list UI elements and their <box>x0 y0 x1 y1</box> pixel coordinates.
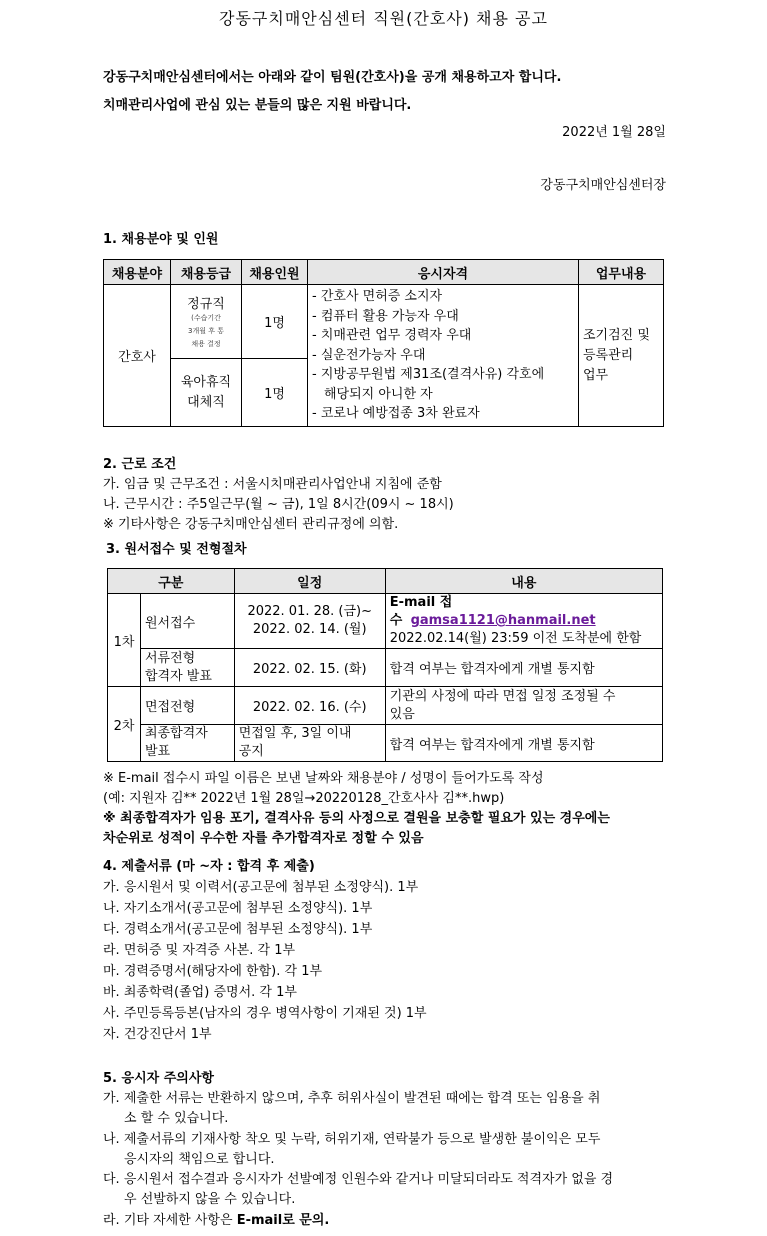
qual-6: 해당되지 아니한 자 <box>324 386 433 402</box>
caution-3-line-2: 우 선발하지 않을 수 있습니다. <box>124 1192 296 1207</box>
screening-date-cell: 2022. 02. 15. (화) <box>234 649 385 687</box>
final-cell <box>141 725 235 762</box>
page-title: 강동구치매안심센터 직원(간호사) 채용 공고 <box>219 9 548 28</box>
qual-1: - 간호사 면허증 소지자 <box>312 289 443 305</box>
header-category: 구분 <box>108 569 235 594</box>
field-cell: 간호사 <box>104 285 171 427</box>
grade2-line-1: 육아휴직 <box>180 374 232 390</box>
doc-item-1: 가. 응시원서 및 이력서(공고문에 첨부된 소정양식). 1부 <box>103 880 419 895</box>
section5-heading: 5. 응시자 주의사항 <box>103 1071 214 1086</box>
caution-1-line-2: 소 할 수 있습니다. <box>124 1111 229 1126</box>
duty-1: 조기검진 및 <box>583 327 650 343</box>
screening-content-cell: 합격 여부는 합격자에게 개별 통지함 <box>385 649 662 687</box>
application-date-cell <box>234 594 385 649</box>
notice-date: 2022년 1월 28일 <box>562 125 666 140</box>
section1-heading: 1. 채용분야 및 인원 <box>103 232 219 247</box>
doc-item-7: 사. 주민등록등본(남자의 경우 병역사항이 기재된 것) 1부 <box>103 1006 427 1021</box>
caution-3-line-1: 다. 응시원서 접수결과 응시자가 선발예정 인원수와 같거나 미달되더라도 적격자가 없을 경 <box>103 1172 614 1187</box>
screening-cell <box>141 649 235 687</box>
qual-5: - 지방공무원법 제31조(결격사유) 각호에 <box>312 367 545 383</box>
email-note: ※ E-mail 접수시 파일 이름은 보낸 날짜와 채용분야 / 성명이 들어가도록 작성 <box>103 771 544 786</box>
doc-item-2: 나. 자기소개서(공고문에 첨부된 소정양식). 1부 <box>103 901 373 916</box>
application-date-end: 2022. 02. 14. (월) <box>252 622 367 637</box>
doc-item-4: 라. 면허증 및 자격증 사본. 각 1부 <box>103 943 296 958</box>
email-link[interactable]: gamsa1121@hanmail.net <box>410 613 596 628</box>
section2-line-2: 나. 근무시간 : 주5일근무(월 ~ 금), 1일 8시간(09시 ~ 18시) <box>103 497 454 512</box>
qual-4: - 실운전가능자 우대 <box>312 347 426 363</box>
caution-4-email: E-mail로 문의. <box>236 1213 330 1228</box>
application-date-start: 2022. 01. 28. (금)~ <box>247 604 373 619</box>
filename-example: (예: 지원자 김** 2022년 1월 28일→20220128_간호사사 김**.hwp) <box>103 791 505 806</box>
caution-2-line-1: 나. 제출서류의 기재사항 착오 및 누락, 허위기재, 연락불가 등으로 발생한 불이익은 모두 <box>103 1132 601 1147</box>
doc-item-5: 마. 경력증명서(해당자에 한함). 각 1부 <box>103 964 323 979</box>
section2-line-1: 가. 임금 및 근무조건 : 서울시치매관리사업안내 지침에 준함 <box>103 477 442 492</box>
caution-4 <box>103 1209 329 1228</box>
header-field: 채용분야 <box>104 260 171 285</box>
bold-note-line-2: 차순위로 성적이 우수한 자를 추가합격자로 정할 수 있음 <box>103 831 424 846</box>
qual-3: - 치매관련 업무 경력자 우대 <box>312 328 472 344</box>
section3-heading: 3. 원서접수 및 전형절차 <box>106 542 247 557</box>
caution-1-line-1: 가. 제출한 서류는 반환하지 않으며, 추후 허위사실이 발견된 때에는 합격 또는 임용을 취 <box>103 1091 601 1106</box>
qual-7: - 코로나 예방접종 3차 완료자 <box>312 406 480 422</box>
stage1-cell: 1차 <box>108 594 141 687</box>
caution-4-prefix: 라. 기타 자세한 사항은 <box>103 1213 237 1228</box>
signature: 강동구치매안심센터장 <box>540 178 666 193</box>
application-cell: 원서접수 <box>141 594 235 649</box>
header-qualifications: 응시자격 <box>308 260 579 285</box>
bold-note-line-1: ※ 최종합격자가 임용 포기, 결격사유 등의 사정으로 결원을 보충할 필요가 있는 경우에는 <box>103 811 610 826</box>
grade1-note-1: (수습기간 <box>191 313 221 322</box>
count1-cell: 1명 <box>242 285 308 359</box>
header-content: 내용 <box>385 569 662 594</box>
doc-item-3: 다. 경력소개서(공고문에 첨부된 소정양식). 1부 <box>103 922 373 937</box>
interview-content-line-1: 기관의 사정에 따라 면접 일정 조정될 수 <box>389 688 616 704</box>
section2-heading: 2. 근로 조건 <box>103 457 177 472</box>
duties-cell <box>579 285 664 427</box>
header-count: 채용인원 <box>242 260 308 285</box>
recruit-table <box>103 259 664 427</box>
interview-cell: 면접전형 <box>141 687 235 725</box>
final-date-cell <box>234 725 385 762</box>
grade1-note-3: 채용 결정 <box>191 339 221 348</box>
grade1-cell <box>171 285 242 359</box>
caution-2-line-2: 응시자의 책임으로 합니다. <box>124 1152 275 1167</box>
grade2-cell <box>171 359 242 427</box>
final-line-1: 최종합격자 <box>145 726 208 741</box>
grade1-note-2: 3개월 후 통 <box>188 326 224 335</box>
schedule-table <box>107 568 663 762</box>
qualifications-cell <box>308 285 579 427</box>
final-date-line-1: 면접일 후, 3일 이내 <box>238 726 352 741</box>
section2-line-3: ※ 기타사항은 강동구치매안심센터 관리규정에 의함. <box>103 517 399 532</box>
screening-line-1: 서류전형 <box>145 650 196 666</box>
duty-3: 업무 <box>583 367 609 383</box>
interview-content-cell <box>385 687 662 725</box>
header-schedule: 일정 <box>234 569 385 594</box>
header-grade: 채용등급 <box>171 260 242 285</box>
header-duties: 업무내용 <box>579 260 664 285</box>
duty-2: 등록관리 <box>583 347 634 363</box>
doc-item-6: 바. 최종학력(졸업) 증명서. 각 1부 <box>103 985 297 1000</box>
interview-content-line-2: 있음 <box>389 706 415 722</box>
intro-line-1: 강동구치매안심센터에서는 아래와 같이 팀원(간호사)을 공개 채용하고자 합니다. <box>103 70 562 85</box>
doc-item-8: 자. 건강진단서 1부 <box>103 1027 212 1042</box>
qual-2: - 컴퓨터 활용 가능자 우대 <box>312 308 459 324</box>
final-line-2: 발표 <box>145 744 171 759</box>
interview-date-cell: 2022. 02. 16. (수) <box>234 687 385 725</box>
application-content-cell <box>385 594 662 649</box>
section4-heading: 4. 제출서류 (마 ~자 : 합격 후 제출) <box>103 859 315 874</box>
count2-cell: 1명 <box>242 359 308 427</box>
application-deadline: 2022.02.14(월) 23:59 이전 도착분에 한함 <box>389 631 642 646</box>
grade2-line-2: 대체직 <box>187 394 225 410</box>
stage2-cell: 2차 <box>108 687 141 762</box>
screening-line-2: 합격자 발표 <box>145 668 212 684</box>
final-content-cell: 합격 여부는 합격자에게 개별 통지함 <box>385 725 662 762</box>
grade1-label: 정규직 <box>187 296 225 312</box>
intro-line-2: 치매관리사업에 관심 있는 분들의 많은 지원 바랍니다. <box>103 98 412 113</box>
final-date-line-2: 공지 <box>238 744 264 759</box>
email-label: E-mail 접수 <box>389 595 453 628</box>
